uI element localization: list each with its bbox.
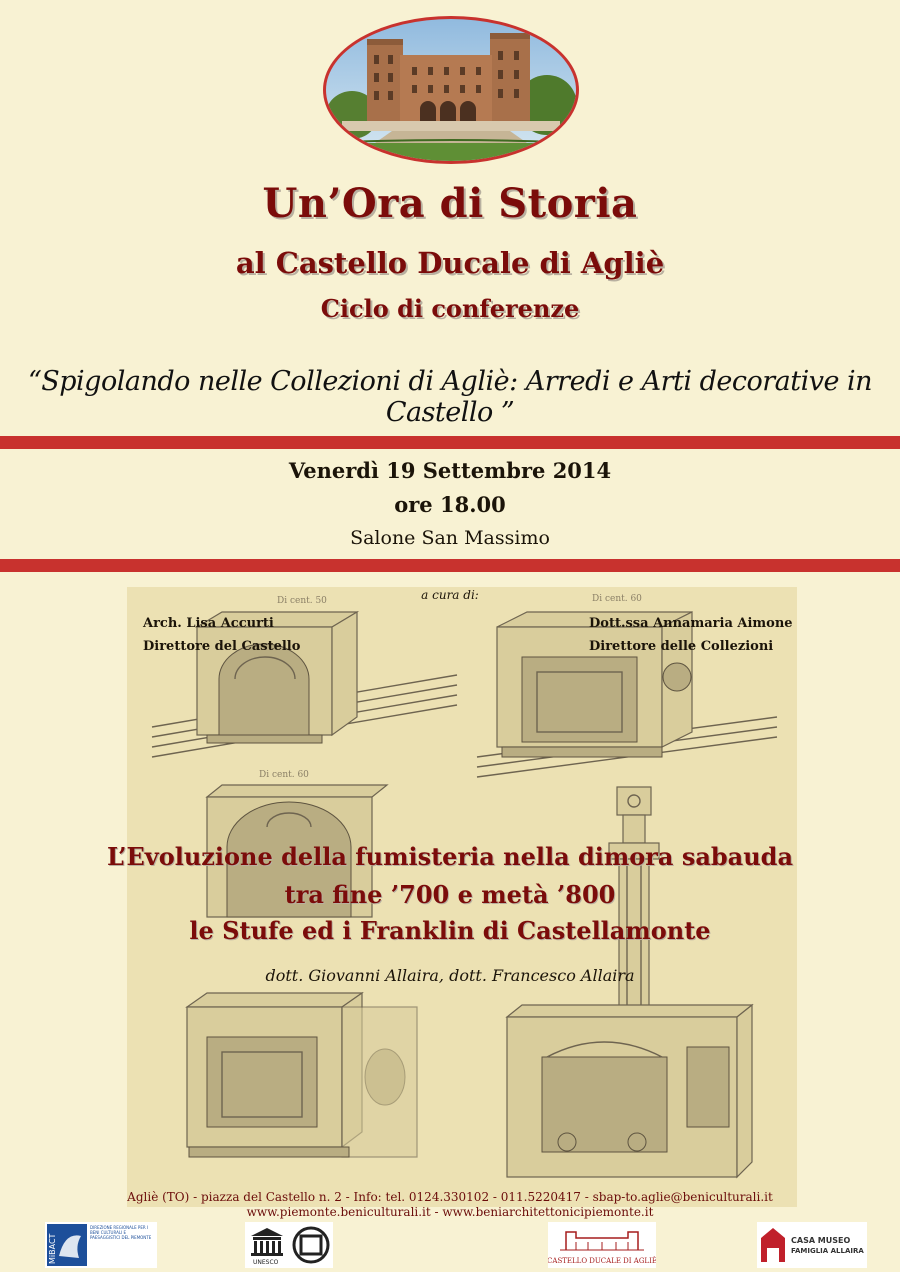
mibac-logo xyxy=(45,1222,157,1268)
website-links: www.piemonte.beniculturali.it - www.beniarchitettonicipiemonte.it xyxy=(246,1205,654,1219)
engraving-label: Di cent. 60 xyxy=(592,594,642,604)
speakers: dott. Giovanni Allaira, dott. Francesco Allaira xyxy=(265,966,635,985)
lecture-title-line-2: tra fine ’700 e metà ’800 xyxy=(284,880,616,909)
event-place: Salone San Massimo xyxy=(350,527,550,549)
engraving-label: Di cent. 50 xyxy=(277,596,327,606)
curator-2 xyxy=(589,612,793,658)
castle-photo xyxy=(322,15,580,165)
stove-illustration xyxy=(187,993,417,1157)
curated-by-label: a cura di: xyxy=(421,588,479,602)
curator-2-name: Dott.ssa Annamaria Aimone xyxy=(589,616,793,631)
curator-2-role: Direttore delle Collezioni xyxy=(589,639,774,654)
unesco-logo xyxy=(245,1222,333,1268)
contact-info: Agliè (TO) - piazza del Castello n. 2 - Info: tel. 0124.330102 - 011.5220417 - sbap-to.aglie@beniculturali.it xyxy=(127,1190,773,1204)
curator-1 xyxy=(143,612,300,658)
svg-text:FAMIGLIA ALLAIRA: FAMIGLIA ALLAIRA xyxy=(791,1247,864,1255)
svg-text:MiBACT: MiBACT xyxy=(48,1233,57,1264)
event-time: ore 18.00 xyxy=(394,492,506,517)
casa-museo-allaira-logo xyxy=(757,1222,867,1268)
svg-text:CASA MUSEO: CASA MUSEO xyxy=(791,1236,851,1245)
lecture-title-line-1: L’Evoluzione della fumisteria nella dimora sabauda xyxy=(106,842,793,871)
mibac-caption: DIREZIONE REGIONALE PER I BENI CULTURALI E PAESAGGISTICI DEL PIEMONTE xyxy=(90,1225,152,1240)
divider-band-top xyxy=(0,436,900,449)
event-date: Venerdì 19 Settembre 2014 xyxy=(288,458,612,483)
engraving-label: Di cent. 60 xyxy=(259,770,309,780)
svg-text:CASTELLO DUCALE DI AGLIÈ: CASTELLO DUCALE DI AGLIÈ xyxy=(548,1257,656,1265)
svg-text:UNESCO: UNESCO xyxy=(253,1259,279,1266)
divider-band-bottom xyxy=(0,559,900,572)
venue-subtitle: al Castello Ducale di Agliè xyxy=(235,246,665,280)
curator-1-name: Arch. Lisa Accurti xyxy=(143,616,274,631)
theme-quote: “Spigolando nelle Collezioni di Agliè: Arredi e Arti decorative in Castello ” xyxy=(27,366,873,428)
castello-ducale-logo xyxy=(548,1222,656,1268)
curator-1-role: Direttore del Castello xyxy=(143,639,301,654)
page-title: Un’Ora di Storia xyxy=(262,180,638,227)
lecture-title-line-3: le Stufe ed i Franklin di Castellamonte xyxy=(189,916,711,945)
series-subtitle: Ciclo di conferenze xyxy=(320,294,580,323)
